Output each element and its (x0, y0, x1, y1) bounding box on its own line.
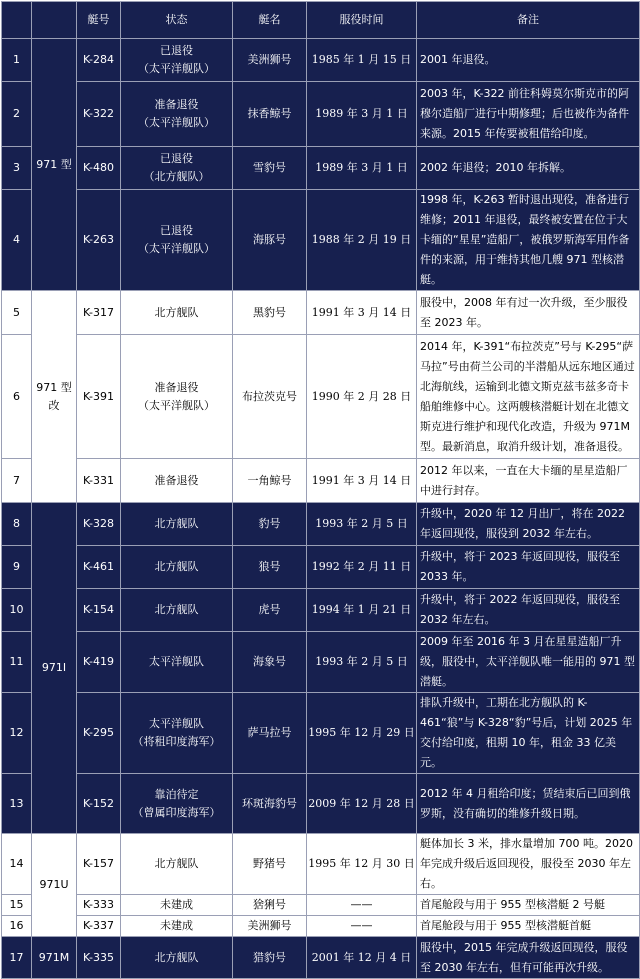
commission-date: 1993 年 2 月 5 日 (307, 632, 417, 693)
status-line1: 已退役 (160, 224, 193, 237)
status-line1: 北方舰队 (154, 305, 199, 319)
note-cell: 升级中，2020 年 12 月出厂，将在 2022 年返回现役，服役到 2032 年左右。 (417, 503, 640, 546)
row-index: 12 (2, 693, 32, 774)
class-cell: 971 型 (32, 39, 77, 291)
commission-date: 2001 年 12 月 4 日 (307, 937, 417, 979)
commission-date: 1995 年 12 月 29 日 (307, 693, 417, 774)
table-row (2, 546, 640, 589)
boat-name: 猞猁号 (233, 895, 307, 916)
note-cell: 2012 年 4 月租给印度；赁结束后已回到俄罗斯，没有确切的维修升级日期。 (417, 774, 640, 834)
boat-name: 猎豹号 (233, 937, 307, 979)
status-line2: （太平洋舰队） (138, 398, 215, 412)
table-row (2, 335, 640, 459)
row-index: 7 (2, 459, 32, 503)
status-line2: （太平洋舰队） (138, 116, 215, 129)
status-cell (121, 589, 233, 632)
status-cell (121, 834, 233, 895)
header-class (32, 2, 77, 39)
class-cell: 971M (32, 937, 77, 979)
hull-number: K-391 (77, 335, 121, 459)
status-cell (121, 895, 233, 916)
table-row (2, 82, 640, 147)
commission-date: —— (307, 895, 417, 916)
status-cell (121, 459, 233, 503)
hull-number: K-480 (77, 147, 121, 190)
status-line1: 准备退役 (154, 98, 199, 111)
status-line1: 已退役 (160, 44, 193, 57)
class-cell: 971I (32, 503, 77, 834)
note-cell: 2009 年至 2016 年 3 月在星星造船厂升级，服役中，太平洋舰队唯一能用的 971 型潜艇。 (417, 632, 640, 693)
hull-number: K-461 (77, 546, 121, 589)
note-cell: 2002 年退役；2010 年拆解。 (417, 147, 640, 190)
status-line1: 北方舰队 (154, 560, 199, 573)
table-row (2, 503, 640, 546)
header-notes: 备注 (417, 2, 640, 39)
note-cell: 2014 年，K-391“布拉茨克”号与 K-295“萨马拉”号由荷兰公司的半潜船从远东地区通过北海航线，运输到北德文斯克兹韦兹多奇卡船舶维修中心。这两艘核潜艇计划在北德文斯克进行维护和现代化改造，升级为 971M 型。最新消息，取消升级计划，准备退役。 (417, 335, 640, 459)
status-cell (121, 774, 233, 834)
status-cell (121, 503, 233, 546)
status-line2: （太平洋舰队） (138, 62, 215, 75)
header-commission-date: 服役时间 (307, 2, 417, 39)
class-cell: 971U (32, 834, 77, 937)
status-cell (121, 335, 233, 459)
note-cell: 首尾舱段与用于 955 型核潜艇首艇 (417, 916, 640, 937)
hull-number: K-322 (77, 82, 121, 147)
hull-number: K-337 (77, 916, 121, 937)
row-index: 13 (2, 774, 32, 834)
commission-date: 1993 年 2 月 5 日 (307, 503, 417, 546)
table-row (2, 916, 640, 937)
boat-name: 抹香鲸号 (233, 82, 307, 147)
status-line1: 已退役 (160, 152, 193, 165)
row-index: 2 (2, 82, 32, 147)
status-line2: （曾属印度海军） (132, 805, 221, 819)
hull-number: K-157 (77, 834, 121, 895)
status-line1: 北方舰队 (154, 517, 199, 530)
status-cell (121, 693, 233, 774)
status-line1: 太平洋舰队 (149, 655, 204, 668)
hull-number: K-328 (77, 503, 121, 546)
note-cell: 1998 年，K-263 暂时退出现役，准备进行维修；2011 年退役，最终被安置在位于大卡缅的“星星”造船厂，被俄罗斯海军用作备件的来源，用于维持其他几艘 971 型核潜艇。 (417, 190, 640, 291)
commission-date: 1989 年 3 月 1 日 (307, 82, 417, 147)
note-cell: 排队升级中，工期在北方舰队的 K-461“狼”与 K-328“豹”号后，计划 2025 年交付给印度，租期 10 年，租金 33 亿美元。 (417, 693, 640, 774)
status-cell (121, 916, 233, 937)
commission-date: 1989 年 3 月 1 日 (307, 147, 417, 190)
hull-number: K-295 (77, 693, 121, 774)
note-cell: 首尾舱段与用于 955 型核潜艇 2 号艇 (417, 895, 640, 916)
boat-name: 雪豹号 (233, 147, 307, 190)
commission-date: 2009 年 12 月 28 日 (307, 774, 417, 834)
commission-date: 1990 年 2 月 28 日 (307, 335, 417, 459)
hull-number: K-333 (77, 895, 121, 916)
status-line1: 北方舰队 (154, 857, 199, 870)
commission-date: 1985 年 1 月 15 日 (307, 39, 417, 82)
boat-name: 萨马拉号 (233, 693, 307, 774)
commission-date: 1991 年 3 月 14 日 (307, 291, 417, 335)
commission-date: 1992 年 2 月 11 日 (307, 546, 417, 589)
table-row (2, 632, 640, 693)
table-row (2, 895, 640, 916)
boat-name: 野猪号 (233, 834, 307, 895)
boat-name: 虎号 (233, 589, 307, 632)
status-line1: 北方舰队 (154, 603, 199, 616)
commission-date: 1994 年 1 月 21 日 (307, 589, 417, 632)
row-index: 1 (2, 39, 32, 82)
table-row (2, 774, 640, 834)
table-row (2, 834, 640, 895)
hull-number: K-152 (77, 774, 121, 834)
table-row (2, 39, 640, 82)
row-index: 16 (2, 916, 32, 937)
status-line1: 太平洋舰队 (149, 717, 204, 730)
boat-name: 布拉茨克号 (233, 335, 307, 459)
status-line2: （北方舰队） (143, 170, 210, 183)
row-index: 9 (2, 546, 32, 589)
header-status: 状态 (121, 2, 233, 39)
status-cell (121, 291, 233, 335)
note-cell: 服役中，2008 年有过一次升级，至少服役至 2023 年。 (417, 291, 640, 335)
row-index: 6 (2, 335, 32, 459)
hull-number: K-335 (77, 937, 121, 979)
commission-date: 1995 年 12 月 30 日 (307, 834, 417, 895)
table-row (2, 190, 640, 291)
status-line1: 未建成 (160, 919, 193, 932)
note-cell: 2012 年以来，一直在大卡缅的星星造船厂中进行封存。 (417, 459, 640, 503)
status-line2: （将租印度海军） (132, 735, 221, 748)
class-cell: 971 型改 (32, 291, 77, 503)
status-cell (121, 937, 233, 979)
row-index: 15 (2, 895, 32, 916)
table-row (2, 147, 640, 190)
commission-date: —— (307, 916, 417, 937)
status-line1: 靠泊待定 (154, 787, 199, 801)
hull-number: K-284 (77, 39, 121, 82)
status-cell (121, 39, 233, 82)
boat-name: 海象号 (233, 632, 307, 693)
header-boat-name: 艇名 (233, 2, 307, 39)
status-cell (121, 632, 233, 693)
boat-name: 美洲狮号 (233, 916, 307, 937)
row-index: 11 (2, 632, 32, 693)
hull-number: K-331 (77, 459, 121, 503)
status-cell (121, 546, 233, 589)
boat-name: 黑豹号 (233, 291, 307, 335)
hull-number: K-263 (77, 190, 121, 291)
boat-name: 美洲狮号 (233, 39, 307, 82)
row-index: 14 (2, 834, 32, 895)
submarine-table (1, 1, 640, 979)
note-cell: 升级中，将于 2023 年返回现役，服役至 2033 年。 (417, 546, 640, 589)
status-line1: 准备退役 (154, 473, 199, 487)
note-cell: 升级中，将于 2022 年返回现役，服役至 2032 年左右。 (417, 589, 640, 632)
status-cell (121, 190, 233, 291)
note-cell: 2001 年退役。 (417, 39, 640, 82)
boat-name: 狼号 (233, 546, 307, 589)
status-line1: 北方舰队 (154, 950, 199, 964)
table-row (2, 693, 640, 774)
note-cell: 艇体加长 3 米，排水量增加 700 吨。2020 年完成升级后返回现役，服役至 2030 年左右。 (417, 834, 640, 895)
note-cell: 2003 年，K-322 前往科姆莫尔斯克市的阿穆尔造船厂进行中期修理；后也被作为备件来源。2015 年传要被租借给印度。 (417, 82, 640, 147)
boat-name: 豹号 (233, 503, 307, 546)
header-index (2, 2, 32, 39)
row-index: 5 (2, 291, 32, 335)
table-row (2, 459, 640, 503)
table-row (2, 937, 640, 979)
row-index: 3 (2, 147, 32, 190)
boat-name: 环斑海豹号 (233, 774, 307, 834)
note-cell: 服役中，2015 年完成升级返回现役，服役至 2030 年左右，但有可能再次升级。 (417, 937, 640, 979)
hull-number: K-419 (77, 632, 121, 693)
header-hull-number: 艇号 (77, 2, 121, 39)
hull-number: K-317 (77, 291, 121, 335)
status-cell (121, 82, 233, 147)
row-index: 4 (2, 190, 32, 291)
hull-number: K-154 (77, 589, 121, 632)
status-line2: （太平洋舰队） (138, 242, 215, 255)
row-index: 10 (2, 589, 32, 632)
table-row (2, 291, 640, 335)
commission-date: 1988 年 2 月 19 日 (307, 190, 417, 291)
boat-name: 海豚号 (233, 190, 307, 291)
status-cell (121, 147, 233, 190)
status-line1: 未建成 (160, 898, 193, 911)
table-row (2, 589, 640, 632)
row-index: 17 (2, 937, 32, 979)
boat-name: 一角鲸号 (233, 459, 307, 503)
row-index: 8 (2, 503, 32, 546)
header-row (2, 2, 640, 39)
commission-date: 1991 年 3 月 14 日 (307, 459, 417, 503)
status-line1: 准备退役 (154, 380, 199, 394)
